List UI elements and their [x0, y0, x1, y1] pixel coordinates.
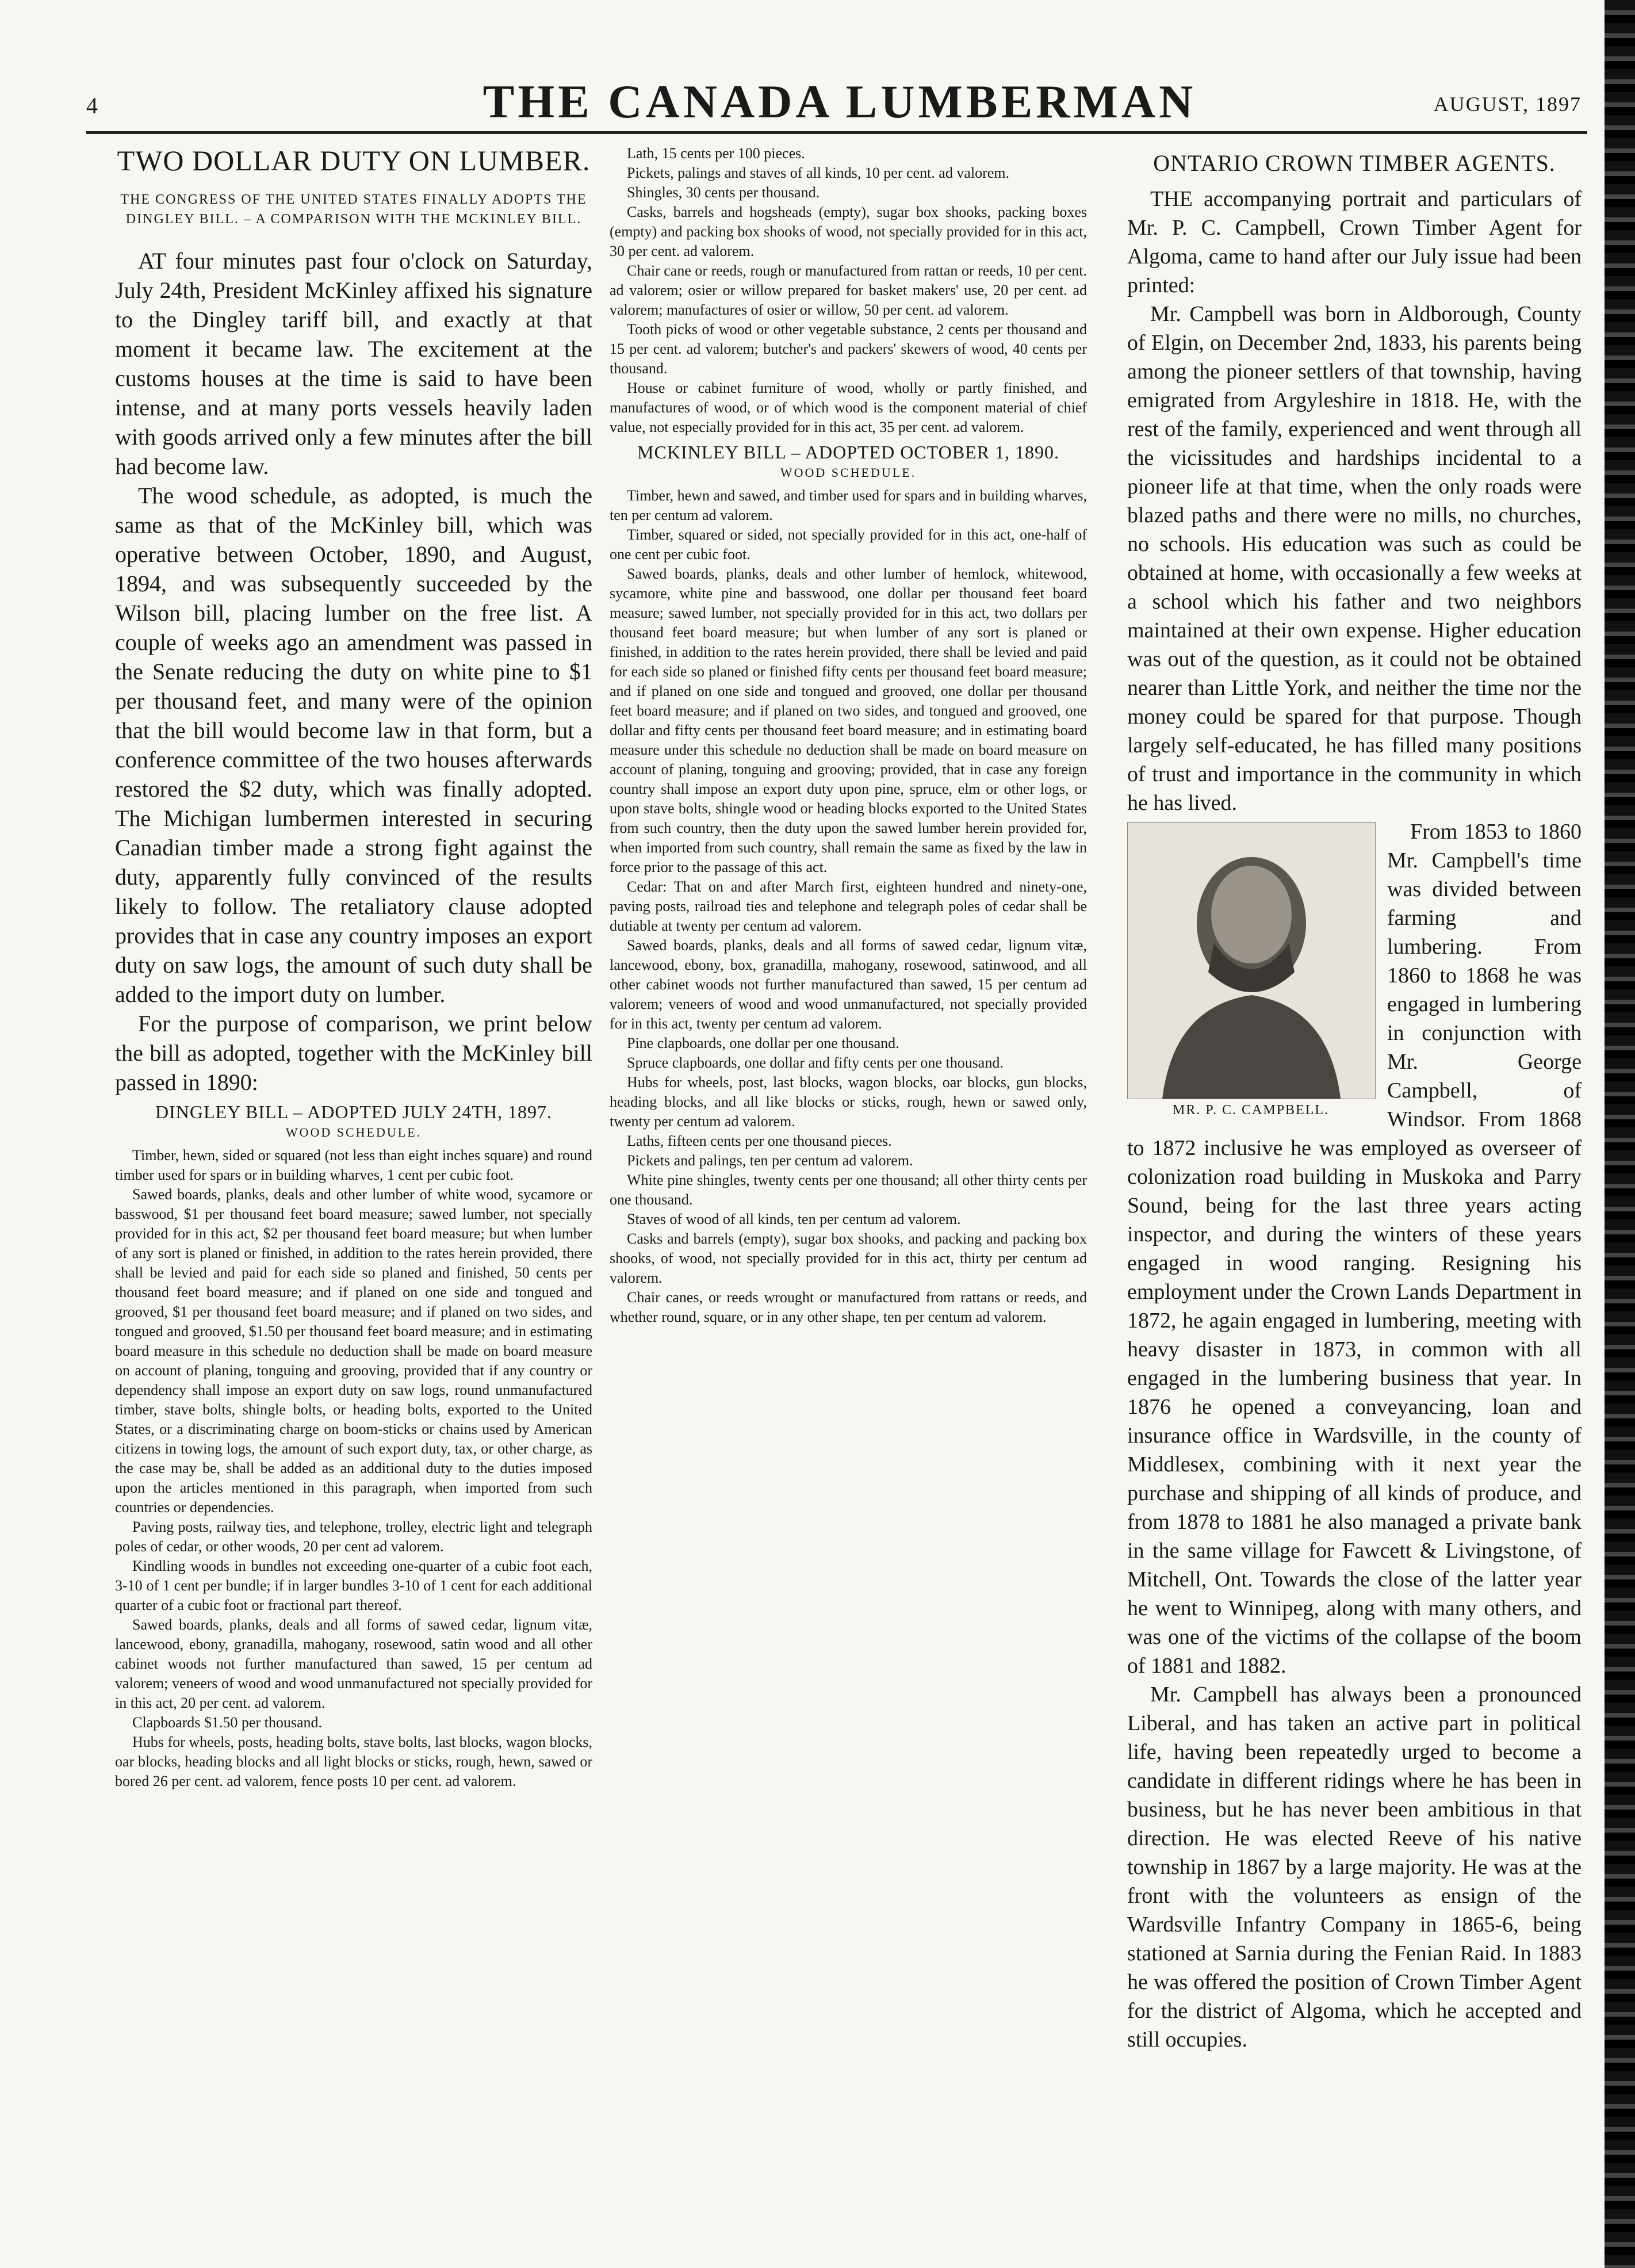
article-deck: THE CONGRESS OF THE UNITED STATES FINALLY ADOPTS THE DINGLEY BILL. – A COMPARISON WITH THE MCKINLEY BILL. [120, 192, 587, 227]
column-1 [115, 144, 592, 2238]
portrait-photo [1127, 822, 1376, 1099]
schedule-item: House or cabinet furniture of wood, wholly or partly finished, and manufactures of wood, or of which wood is the component material of chief value, not especially provided for in this act, 35 per cent. ad valorem. [610, 380, 1087, 435]
schedule-item: Timber, hewn, sided or squared (not less than eight inches square) and round timber used for spars or in building wharves, 1 cent per cubic foot. [115, 1147, 592, 1183]
mckinley-subheading: WOOD SCHEDULE. [780, 465, 917, 480]
paragraph: AT four minutes past four o'clock on Saturday, July 24th, President McKinley affixed his signature to the Dingley tariff bill, and exactly at that moment it became law. The excitement at the customs houses at the time is said to have been intense, and at many ports vessels heavily laden with goods arrived only a few minutes after the bill had become law. [115, 248, 592, 479]
schedule-item: Casks, barrels and hogsheads (empty), sugar box shooks, packing boxes (empty) and packing box shooks of wood, not specially provided for in this act, 30 per cent. ad valorem. [610, 204, 1087, 259]
portrait-illustration [1128, 823, 1375, 1099]
column-3 [1127, 144, 1582, 2238]
column-2 [610, 144, 1087, 2238]
schedule-item: Chair cane or reeds, rough or manufactured from rattan or reeds, 10 per cent. ad valorem; osier or willow prepared for basket makers' use, 20 per cent. ad valorem; manufactures of osier or willow, 50 per cent. ad valorem. [610, 262, 1087, 318]
scan-edge [1605, 0, 1635, 2268]
portrait-figure [1127, 822, 1374, 1118]
schedule-item: Pickets, palings and staves of all kinds, 10 per cent. ad valorem. [627, 165, 1010, 181]
paragraph: THE accompanying portrait and particulars of Mr. P. C. Campbell, Crown Timber Agent for Algoma, came to hand after our July issue had been printed: [1127, 187, 1582, 297]
schedule-item: Hubs for wheels, posts, heading bolts, stave bolts, last blocks, wagon blocks, oar blocks, heading blocks and all light blocks or sticks, rough, hewn, sawed or bored 26 per cent. ad valorem, fence posts 10 per cent. ad valorem. [115, 1734, 592, 1789]
schedule-item: Casks and barrels (empty), sugar box shooks, and packing and packing box shooks, of wood, not specially provided for in this act, thirty per centum ad valorem. [610, 1230, 1087, 1286]
schedule-item: Sawed boards, planks, deals and other lumber of white wood, sycamore or basswood, $1 per thousand feet board measure; sawed lumber, not specially provided for in this act, $2 per thousand feet board measure; but when lumber of any sort is planed or finished, in addition to the rates herein provided, there shall be levied and paid for each side so planed and finished, 50 cents per thousand feet board measure; and if planed on one side and tongued and grooved, $1 per thousand feet board measure; and if planed on two sides, and tongued and grooved, $1.50 per thousand feet board measure; and in estimating board measure in this schedule no deduction shall be made on board measure on account of planing, tonguing and grooving, provided that if any country or dependency shall impose an export duty on saw logs, round unmanufactured timber, stave bolts, shingle bolts, or heading bolts, exported to the United States, or a discriminating charge on boom-sticks or chains used by American citizens in towing logs, the amount of such export duty, tax, or other charge, as the case may be, shall be added as an additional duty to the duties imposed upon the articles mentioned in this paragraph, when imported from such countries or dependencies. [115, 1186, 592, 1516]
issue-date: AUGUST, 1897 [1433, 93, 1582, 116]
schedule-item: Clapboards $1.50 per thousand. [132, 1714, 323, 1731]
schedule-item: Timber, squared or sided, not specially provided for in this act, one-half of one cent per cubic foot. [610, 526, 1087, 563]
schedule-item: Kindling woods in bundles not exceeding one-quarter of a cubic foot each, 3-10 of 1 cent per bundle; if in larger bundles 3-10 of 1 cent for each additional quarter of a cubic foot or fractional part thereof. [115, 1558, 592, 1613]
schedule-item: Paving posts, railway ties, and telephone, trolley, electric light and telegraph poles of cedar, or other woods, 20 per cent ad valorem. [115, 1519, 592, 1555]
schedule-item: Spruce clapboards, one dollar and fifty cents per one thousand. [627, 1054, 1004, 1071]
schedule-item: Lath, 15 cents per 100 pieces. [627, 145, 805, 162]
schedule-item: Hubs for wheels, post, last blocks, wagon blocks, oar blocks, gun blocks, heading blocks, and all like blocks or sticks, rough, hewn or sawed only, twenty per centum ad valorem. [610, 1074, 1087, 1130]
article-headline: TWO DOLLAR DUTY ON LUMBER. [117, 144, 591, 177]
schedule-item: White pine shingles, twenty cents per one thousand; all other thirty cents per one thousand. [610, 1172, 1087, 1208]
paragraph: From 1853 to 1860 Mr. Campbell's time was divided between farming and lumbering. From 1860 to 1868 he was engaged in lumbering in conjunction with Mr. George Campbell, of Windsor. From 1868 to 1872 inclusive he was employed as overseer of colonization road building in Muskoka and Parry Sound, being for the last three years acting inspector, and during the winters of these years engaged in wood ranging. Resigning his employment under the Crown Lands Department in 1872, he again engaged in lumbering, meeting with heavy disaster in 1873, in common with all engaged in the lumbering business that year. In 1876 he opened a conveyancing, loan and insurance office in Wardsville, in the county of Middlesex, combining with it next year the purchase and shipping of all kinds of produce, and from 1878 to 1881 he also managed a private bank in the same village for Fawcett & Livingstone, of Mitchell, Ont. Towards the close of the latter year he went to Winnipeg, along with many others, and was one of the victims of the collapse of the boom of 1881 and 1882. [1127, 820, 1582, 1678]
article-headline: ONTARIO CROWN TIMBER AGENTS. [1153, 150, 1556, 176]
schedule-item: Staves of wood of all kinds, ten per centum ad valorem. [627, 1211, 961, 1227]
schedule-item: Laths, fifteen cents per one thousand pieces. [627, 1133, 892, 1149]
dingley-subheading: WOOD SCHEDULE. [285, 1125, 422, 1139]
schedule-item: Chair canes, or reeds wrought or manufactured from rattans or reeds, and whether round, square, or in any other shape, ten per centum ad valorem. [610, 1289, 1087, 1325]
masthead-rule [86, 131, 1587, 134]
portrait-caption: MR. P. C. CAMPBELL. [1172, 1103, 1330, 1118]
schedule-item: Timber, hewn and sawed, and timber used for spars and in building wharves, ten per centum ad valorem. [610, 487, 1087, 523]
masthead [86, 75, 1593, 132]
schedule-item: Tooth picks of wood or other vegetable substance, 2 cents per thousand and 15 per cent. ad valorem; butcher's and packers' skewers of wood, 40 cents per thousand. [610, 321, 1087, 377]
dingley-heading: DINGLEY BILL – ADOPTED JULY 24TH, 1897. [155, 1102, 552, 1122]
schedule-item: Sawed boards, planks, deals and all forms of sawed cedar, lignum vitæ, lancewood, ebony, box, granadilla, mahogany, rosewood, satinwood, and all other cabinet woods not further manufactured than sawed, 15 per centum ad valorem; veneers of wood and wood unmanufactured, not specially provided for in this act, twenty per centum ad valorem. [610, 937, 1087, 1032]
schedule-item: Sawed boards, planks, deals and all forms of sawed cedar, lignum vitæ, lancewood, ebony, granadilla, mahogany, rosewood, satin wood and all other cabinet woods not further manufactured than sawed, 15 per centum ad valorem; veneers of wood and wood unmanufactured not specially provided for in this act, 20 per cent. ad valorem. [115, 1616, 592, 1711]
paragraph: Mr. Campbell was born in Aldborough, County of Elgin, on December 2nd, 1833, his parents being among the pioneer settlers of that township, having emigrated from Argyleshire in 1818. He, with the rest of the family, experienced and went through all the vicissitudes and hardships incidental to a pioneer life at that time, when the only roads were blazed paths and there were no mills, no churches, no schools. His education was such as could be obtained at home, with occasionally a few weeks at a school which his father and two neighbors maintained at their own expense. Higher education was out of the question, as it could not be obtained nearer than Little York, and neither the time nor the money could be spared for that purpose. Though largely self-educated, he has filled many positions of trust and importance in the community in which he has lived. [1127, 302, 1582, 815]
paragraph: For the purpose of comparison, we print below the bill as adopted, together with the McKinley bill passed in 1890: [115, 1011, 592, 1095]
schedule-item: Shingles, 30 cents per thousand. [627, 184, 820, 201]
schedule-item: Cedar: That on and after March first, eighteen hundred and ninety-one, paving posts, railroad ties and telephone and telegraph poles of cedar shall be dutiable at twenty per centum ad valorem. [610, 878, 1087, 934]
paragraph: Mr. Campbell has always been a pronounced Liberal, and has taken an active part in political life, having been repeatedly urged to become a candidate in different ridings where he has been in business, but he has never been ambitious in that direction. He was elected Reeve of his native township in 1867 by a large majority. He was at the front with the volunteers as ensign of the Wardsville Infantry Company in 1865-6, being stationed at Sarnia during the Fenian Raid. In 1883 he was offered the position of Crown Timber Agent for the district of Algoma, which he accepted and still occupies. [1127, 1682, 1582, 2052]
newspaper-title: THE CANADA LUMBERMAN [483, 75, 1197, 128]
schedule-item: Pine clapboards, one dollar per one thousand. [627, 1035, 899, 1051]
page-number: 4 [86, 93, 98, 118]
mckinley-heading: MCKINLEY BILL – ADOPTED OCTOBER 1, 1890. [637, 442, 1059, 462]
schedule-item: Pickets and palings, ten per centum ad valorem. [627, 1152, 913, 1169]
schedule-item: Sawed boards, planks, deals and other lumber of hemlock, whitewood, sycamore, white pine and basswood, one dollar per thousand feet board measure; sawed lumber, not specially provided for in this act, two dollars per thousand feet board measure; but when lumber of any sort is planed or finished, in addition to the rates herein provided, there shall be levied and paid for each side so planed or finished fifty cents per thousand feet board measure; and if planed on one side and tongued and grooved, one dollar per thousand feet board measure; and if planed on two sides, and tongued and grooved, one dollar and fifty cents per thousand feet board measure; and in estimating board measure under this schedule no deduction shall be made on board measure on account of planing, tonguing and grooving; provided, that in case any foreign country shall impose an export duty upon pine, spruce, elm or other logs, or upon stave bolts, shingle wood or heading blocks exported to the United States from such country, then the duty upon the sawed lumber herein provided for, when imported from such country, shall remain the same as fixed by the law in force prior to the passage of this act. [610, 565, 1087, 875]
paragraph: The wood schedule, as adopted, is much the same as that of the McKinley bill, which was operative between October, 1890, and August, 1894, and was subsequently succeeded by the Wilson bill, placing lumber on the free list. A couple of weeks ago an amendment was passed in the Senate reducing the duty on white pine to $1 per thousand feet, and many were of the opinion that the bill would become law in that form, but a conference committee of the two houses afterwards restored the $2 duty, which was finally adopted. The Michigan lumbermen interested in securing Canadian timber made a strong fight against the duty, apparently fully convinced of the results likely to follow. The retaliatory clause adopted provides that in case any country imposes an export duty on saw logs, the amount of such duty shall be added to the import duty on lumber. [115, 483, 592, 1007]
